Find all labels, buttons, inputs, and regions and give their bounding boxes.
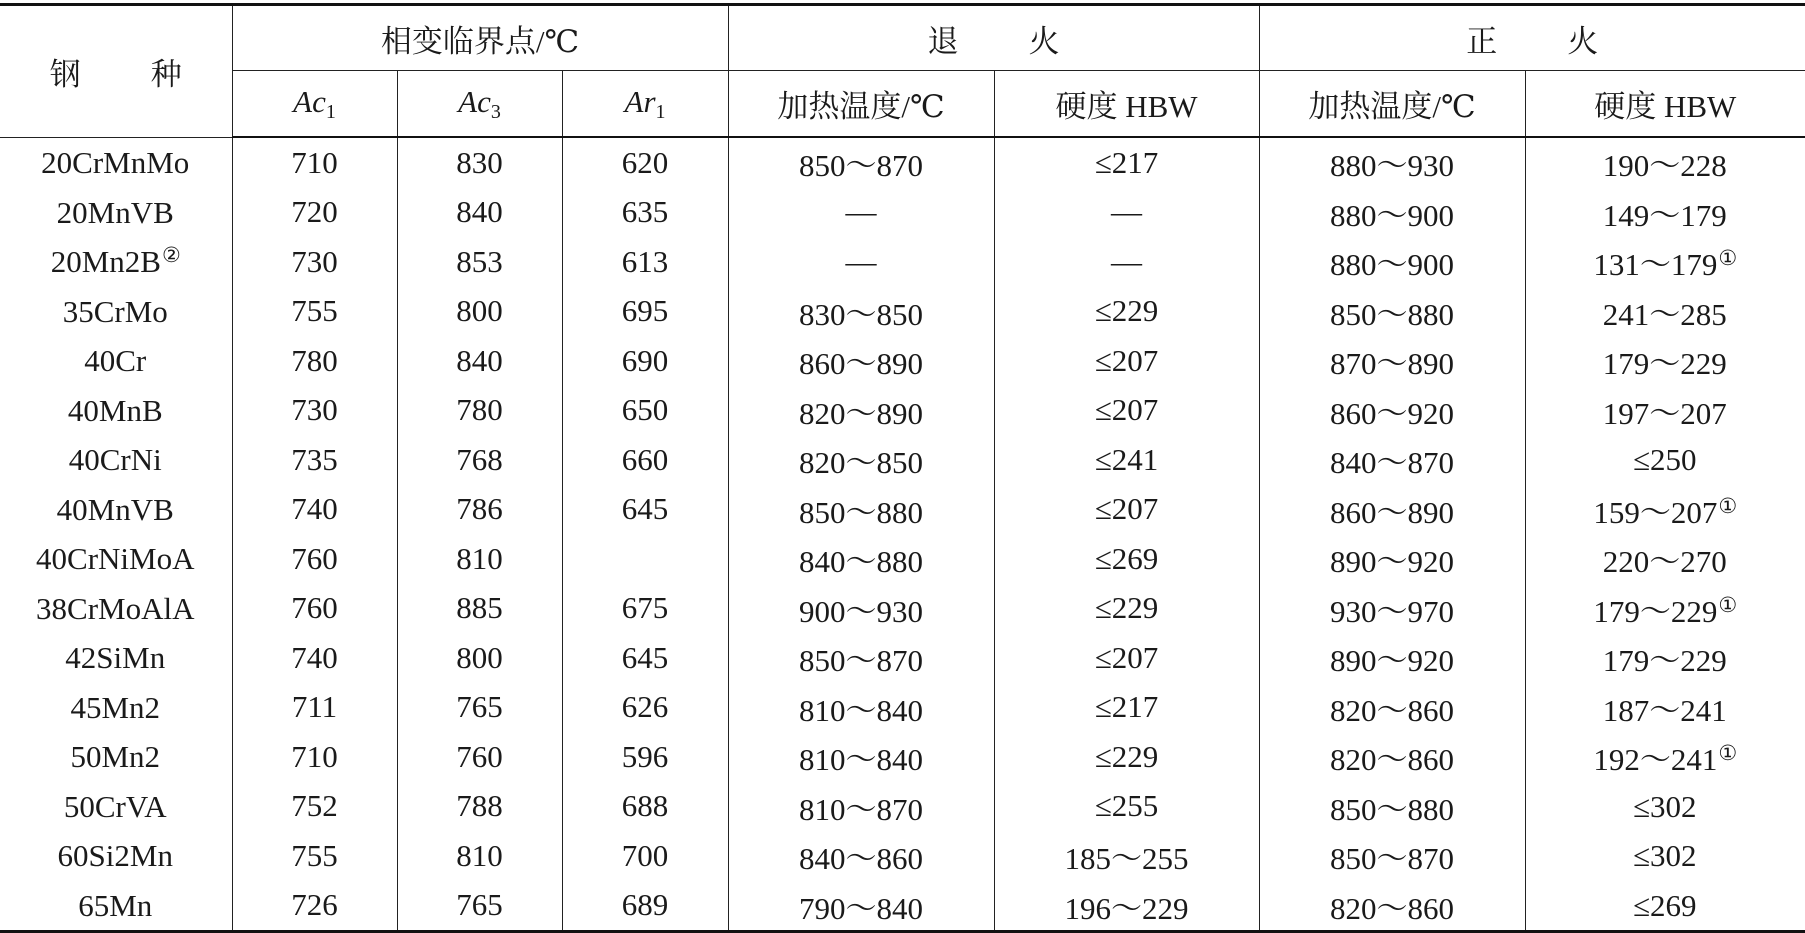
cell-ac1: [232, 237, 397, 287]
cell-anneal-temp-value: 850～870: [799, 643, 924, 679]
table-row: [0, 336, 1805, 386]
cell-anneal-hardness: [994, 188, 1259, 238]
cell-norm-hardness: [1525, 137, 1805, 188]
cell-steel-grade: [0, 485, 232, 535]
cell-ac3: [397, 732, 562, 782]
cell-anneal-temp-value: 850～870: [799, 148, 924, 184]
header-ar1: $Ar_1$: [562, 71, 728, 138]
cell-steel-grade: [0, 137, 232, 188]
cell-norm-hardness-value: 190～228: [1602, 148, 1727, 184]
cell-ar1: [562, 188, 728, 238]
cell-ac3: [397, 237, 562, 287]
cell-ac3: [397, 188, 562, 238]
table-row: [0, 386, 1805, 436]
cell-norm-temp: [1259, 782, 1525, 832]
cell-ac3-value: 840: [456, 342, 503, 378]
cell-norm-hardness: [1525, 732, 1805, 782]
cell-ac3-value: 885: [456, 590, 503, 626]
cell-anneal-temp: [728, 633, 994, 683]
cell-anneal-temp: [728, 534, 994, 584]
cell-ac1-value: 752: [291, 788, 338, 824]
cell-anneal-temp-value: 820～850: [799, 445, 924, 481]
cell-anneal-temp: [728, 782, 994, 832]
cell-norm-temp-value: 860～920: [1330, 395, 1455, 431]
cell-norm-hardness: [1525, 633, 1805, 683]
cell-anneal-temp: [728, 336, 994, 386]
table-row: [0, 683, 1805, 733]
cell-norm-hardness-value: ≤250: [1633, 442, 1697, 478]
footnote-marker: ①: [1718, 741, 1738, 766]
table-row: [0, 137, 1805, 188]
cell-ac1-value: 760: [291, 590, 338, 626]
cell-norm-temp: [1259, 633, 1525, 683]
cell-anneal-temp: [728, 287, 994, 337]
cell-steel-grade: [0, 188, 232, 238]
header-ac1: $Ac_1$: [232, 71, 397, 138]
cell-anneal-hardness: [994, 584, 1259, 634]
cell-ac1: [232, 831, 397, 881]
cell-ar1: [562, 386, 728, 436]
cell-anneal-hardness-value: ≤255: [1094, 788, 1159, 824]
cell-anneal-hardness-value: ≤207: [1094, 342, 1159, 378]
table-row: [0, 732, 1805, 782]
cell-norm-temp-value: 870～890: [1330, 346, 1455, 382]
cell-ac3-value: 810: [456, 837, 503, 873]
cell-anneal-hardness: [994, 732, 1259, 782]
cell-ar1: [562, 881, 728, 932]
table-row: [0, 237, 1805, 287]
cell-norm-temp-value: 850～880: [1330, 791, 1455, 827]
cell-anneal-hardness-value: ≤207: [1094, 392, 1159, 428]
cell-steel-grade-value: 50Mn2: [70, 739, 161, 775]
cell-ac3-value: 765: [456, 887, 503, 923]
cell-norm-temp: [1259, 584, 1525, 634]
cell-anneal-hardness-value: ≤207: [1094, 639, 1159, 675]
cell-ar1: [562, 336, 728, 386]
cell-anneal-temp-value: 820～890: [799, 395, 924, 431]
cell-steel-grade-value: 45Mn2: [70, 689, 161, 725]
cell-norm-temp: [1259, 336, 1525, 386]
cell-anneal-temp-value: 810～840: [799, 742, 924, 778]
table-row: [0, 633, 1805, 683]
header-annealing: 退 火: [728, 5, 1259, 71]
cell-steel-grade: [0, 237, 232, 287]
cell-steel-grade-value: 35CrMo: [62, 293, 168, 329]
table-body: [0, 137, 1805, 932]
cell-ar1-value: 689: [621, 887, 669, 923]
cell-norm-hardness: [1525, 485, 1805, 535]
cell-anneal-temp: [728, 683, 994, 733]
cell-steel-grade: [0, 683, 232, 733]
cell-ac3: [397, 683, 562, 733]
cell-norm-temp-value: 890～920: [1330, 643, 1455, 679]
table-row: [0, 881, 1805, 932]
cell-steel-grade-value: 38CrMoAlA: [36, 590, 195, 626]
cell-anneal-temp-value: 840～860: [799, 841, 924, 877]
cell-steel-grade-value: 20Mn2B: [50, 244, 161, 280]
cell-ar1-value: 635: [621, 194, 669, 230]
cell-steel-grade-value: 65Mn: [78, 887, 153, 923]
table-row: [0, 831, 1805, 881]
cell-ar1-value: 626: [621, 689, 669, 725]
cell-anneal-temp: [728, 386, 994, 436]
cell-norm-hardness: [1525, 336, 1805, 386]
cell-anneal-hardness: [994, 782, 1259, 832]
cell-ac3-value: 768: [456, 441, 503, 477]
cell-norm-temp: [1259, 831, 1525, 881]
cell-anneal-temp: [728, 831, 994, 881]
cell-anneal-temp-value: 810～840: [799, 692, 924, 728]
cell-anneal-temp-value: 860～890: [799, 346, 924, 382]
cell-norm-temp-value: 820～860: [1330, 890, 1455, 926]
footnote-marker: ①: [1718, 493, 1738, 518]
cell-anneal-temp: [728, 435, 994, 485]
header-normalizing: 正 火: [1259, 5, 1805, 71]
header-row-1: [0, 5, 1805, 71]
cell-norm-hardness-value: 187～241: [1602, 692, 1727, 728]
cell-steel-grade-value: 40CrNiMoA: [36, 541, 195, 577]
cell-ac3: [397, 485, 562, 535]
cell-anneal-temp-value: 810～870: [799, 791, 924, 827]
cell-ac3-value: 830: [456, 144, 503, 180]
cell-ar1: [562, 782, 728, 832]
header-norm-temp: 加热温度/℃: [1259, 71, 1525, 138]
cell-anneal-temp-value: —: [845, 243, 877, 279]
cell-ac1-value: 760: [291, 540, 338, 576]
cell-ar1-value: 596: [621, 738, 669, 774]
cell-norm-hardness: [1525, 881, 1805, 932]
cell-anneal-hardness: [994, 683, 1259, 733]
cell-ac1-value: 720: [291, 194, 338, 230]
cell-steel-grade: [0, 287, 232, 337]
cell-anneal-hardness: [994, 287, 1259, 337]
cell-norm-hardness: [1525, 782, 1805, 832]
cell-ac1: [232, 881, 397, 932]
cell-norm-temp-value: 840～870: [1330, 445, 1455, 481]
heat-treatment-table: [0, 3, 1805, 933]
cell-ac3: [397, 831, 562, 881]
cell-ar1-value: 700: [621, 837, 669, 873]
cell-norm-temp-value: 880～900: [1330, 197, 1455, 233]
cell-norm-temp-value: 850～880: [1330, 296, 1455, 332]
cell-ac1-value: 755: [291, 837, 338, 873]
cell-ac1: [232, 534, 397, 584]
cell-ar1: [562, 485, 728, 535]
cell-anneal-hardness-value: —: [1111, 243, 1143, 279]
cell-norm-temp-value: 890～920: [1330, 544, 1455, 580]
cell-ac1-value: 726: [291, 887, 338, 923]
cell-norm-temp: [1259, 435, 1525, 485]
cell-norm-temp-value: 820～860: [1330, 742, 1455, 778]
cell-ac3: [397, 534, 562, 584]
cell-ac3-value: 765: [456, 689, 503, 725]
cell-steel-grade-value: 20MnVB: [56, 194, 174, 230]
cell-ar1: [562, 633, 728, 683]
cell-norm-hardness: [1525, 237, 1805, 287]
cell-ar1: [562, 584, 728, 634]
cell-anneal-hardness-value: ≤207: [1094, 491, 1159, 527]
cell-steel-grade: [0, 782, 232, 832]
cell-anneal-hardness-value: ≤229: [1094, 738, 1159, 774]
cell-norm-hardness: [1525, 584, 1805, 634]
cell-norm-temp: [1259, 534, 1525, 584]
cell-anneal-temp-value: 840～880: [799, 544, 924, 580]
cell-ar1-value: 645: [621, 639, 669, 675]
header-anneal-hardness: 硬度 HBW: [994, 71, 1259, 138]
cell-anneal-hardness: [994, 831, 1259, 881]
cell-ac3-value: 760: [456, 738, 503, 774]
cell-ac3: [397, 782, 562, 832]
cell-norm-temp: [1259, 732, 1525, 782]
cell-norm-temp: [1259, 287, 1525, 337]
table-row: [0, 782, 1805, 832]
cell-ar1: [562, 534, 728, 584]
cell-ac3: [397, 386, 562, 436]
cell-norm-hardness: [1525, 683, 1805, 733]
cell-anneal-temp-value: 850～880: [799, 494, 924, 530]
cell-ar1: [562, 831, 728, 881]
cell-anneal-temp-value: 790～840: [799, 890, 924, 926]
cell-anneal-temp: [728, 237, 994, 287]
table-row: [0, 584, 1805, 634]
cell-norm-temp-value: 820～860: [1330, 692, 1455, 728]
cell-anneal-hardness: [994, 534, 1259, 584]
table-row: [0, 188, 1805, 238]
cell-steel-grade: [0, 435, 232, 485]
cell-norm-hardness-value: 179～229: [1602, 643, 1727, 679]
cell-norm-temp-value: 880～930: [1330, 148, 1455, 184]
cell-ac3: [397, 287, 562, 337]
cell-ac1: [232, 782, 397, 832]
cell-anneal-hardness-value: ≤229: [1094, 293, 1159, 329]
cell-ac1: [232, 287, 397, 337]
cell-anneal-temp: [728, 881, 994, 932]
cell-steel-grade-value: 40MnVB: [56, 491, 174, 527]
cell-anneal-hardness-value: 185～255: [1064, 841, 1189, 877]
cell-steel-grade-value: 60Si2Mn: [57, 838, 173, 874]
cell-norm-temp-value: 860～890: [1330, 494, 1455, 530]
cell-ac1: [232, 485, 397, 535]
cell-norm-temp: [1259, 683, 1525, 733]
header-row-2: [0, 71, 1805, 138]
cell-steel-grade: [0, 584, 232, 634]
cell-norm-hardness-value: 179～229: [1593, 593, 1718, 629]
cell-ac3: [397, 881, 562, 932]
cell-steel-grade: [0, 831, 232, 881]
cell-ar1: [562, 287, 728, 337]
table-row: [0, 435, 1805, 485]
cell-ac1: [232, 137, 397, 188]
cell-ar1-value: 690: [621, 342, 669, 378]
cell-anneal-temp: [728, 137, 994, 188]
cell-ac3-value: 780: [456, 392, 503, 428]
cell-ac1-value: 740: [291, 491, 338, 527]
cell-norm-temp-value: 850～870: [1330, 841, 1455, 877]
cell-ar1-value: 620: [621, 144, 669, 180]
cell-ac1: [232, 584, 397, 634]
cell-steel-grade-value: 40MnB: [67, 392, 163, 428]
cell-anneal-hardness-value: ≤217: [1094, 144, 1159, 180]
cell-steel-grade: [0, 732, 232, 782]
cell-ar1-value: 650: [621, 392, 669, 428]
cell-norm-hardness: [1525, 287, 1805, 337]
cell-ac1: [232, 732, 397, 782]
cell-norm-hardness-value: ≤302: [1633, 788, 1697, 824]
cell-norm-hardness: [1525, 386, 1805, 436]
cell-ac1-value: 730: [291, 392, 338, 428]
cell-norm-hardness-value: 149～179: [1602, 197, 1727, 233]
cell-norm-hardness-value: 192～241: [1593, 742, 1718, 778]
cell-ac1: [232, 386, 397, 436]
cell-ac3-value: 853: [456, 243, 503, 279]
cell-ac1-value: 710: [291, 738, 338, 774]
cell-norm-hardness: [1525, 435, 1805, 485]
cell-anneal-hardness: [994, 237, 1259, 287]
header-critical-points: 相变临界点/℃: [232, 5, 728, 71]
cell-anneal-temp: [728, 485, 994, 535]
header-anneal-temp: 加热温度/℃: [728, 71, 994, 138]
cell-ac3-value: 800: [456, 293, 503, 329]
cell-norm-hardness-value: 220～270: [1602, 544, 1727, 580]
header-ac3: $Ac_3$: [397, 71, 562, 138]
table-row: [0, 287, 1805, 337]
cell-ar1-value: 660: [621, 441, 669, 477]
cell-norm-temp: [1259, 237, 1525, 287]
footnote-marker: ①: [1718, 246, 1738, 271]
cell-steel-grade: [0, 386, 232, 436]
cell-ar1-value: 675: [621, 590, 669, 626]
cell-steel-grade: [0, 633, 232, 683]
cell-norm-hardness: [1525, 188, 1805, 238]
cell-norm-temp: [1259, 188, 1525, 238]
cell-anneal-temp-value: —: [845, 194, 877, 230]
cell-ac1-value: 710: [291, 144, 338, 180]
cell-anneal-temp: [728, 188, 994, 238]
cell-steel-grade: [0, 534, 232, 584]
cell-ar1-value: 695: [621, 293, 669, 329]
cell-norm-hardness-value: ≤302: [1633, 838, 1697, 874]
cell-ac3: [397, 435, 562, 485]
cell-anneal-hardness-value: —: [1111, 194, 1143, 230]
cell-ac3: [397, 137, 562, 188]
header-norm-hardness: 硬度 HBW: [1525, 71, 1805, 138]
cell-ar1-value: 688: [621, 788, 669, 824]
cell-ac1-value: 730: [291, 243, 338, 279]
cell-ac1-value: 755: [291, 293, 338, 329]
cell-anneal-hardness: [994, 485, 1259, 535]
cell-norm-temp: [1259, 485, 1525, 535]
table-row: [0, 485, 1805, 535]
cell-norm-hardness-value: 131～179: [1593, 247, 1718, 283]
cell-ar1: [562, 237, 728, 287]
cell-anneal-temp-value: 900～930: [799, 593, 924, 629]
cell-anneal-hardness: [994, 336, 1259, 386]
cell-steel-grade-value: 20CrMnMo: [41, 145, 190, 180]
table-header: [0, 5, 1805, 138]
cell-anneal-hardness-value: ≤241: [1094, 441, 1159, 477]
cell-norm-hardness-value: 159～207: [1593, 494, 1718, 530]
cell-ac3: [397, 584, 562, 634]
cell-norm-hardness-value: 197～207: [1602, 395, 1727, 431]
cell-norm-hardness-value: ≤269: [1633, 887, 1697, 923]
cell-ac3-value: 788: [456, 788, 503, 824]
cell-anneal-hardness: [994, 881, 1259, 932]
cell-ac1: [232, 633, 397, 683]
cell-norm-temp-value: 930～970: [1330, 593, 1455, 629]
cell-steel-grade-value: 40CrNi: [68, 442, 162, 478]
cell-anneal-hardness-value: 196～229: [1064, 890, 1189, 926]
cell-ar1-value: 613: [621, 243, 669, 279]
cell-ac3: [397, 633, 562, 683]
cell-ar1: [562, 435, 728, 485]
cell-ac3-value: 840: [456, 194, 503, 230]
cell-ac3-value: 786: [456, 491, 503, 527]
footnote-marker: ①: [1718, 592, 1738, 617]
cell-anneal-hardness-value: ≤269: [1094, 540, 1159, 576]
cell-ac1-value: 740: [291, 639, 338, 675]
cell-anneal-hardness: [994, 435, 1259, 485]
cell-anneal-hardness-value: ≤229: [1094, 590, 1159, 626]
cell-ac1-value: 780: [291, 342, 338, 378]
cell-anneal-temp: [728, 584, 994, 634]
cell-ac3-value: 800: [456, 639, 503, 675]
cell-norm-hardness: [1525, 831, 1805, 881]
cell-steel-grade-value: 42SiMn: [65, 640, 166, 676]
cell-steel-grade-value: 50CrVA: [63, 788, 167, 824]
cell-norm-temp: [1259, 137, 1525, 188]
footnote-marker: ②: [161, 243, 181, 268]
cell-steel-grade: [0, 881, 232, 932]
header-steel-grade: 钢 种: [0, 5, 232, 138]
cell-anneal-temp: [728, 732, 994, 782]
cell-norm-hardness: [1525, 534, 1805, 584]
cell-norm-temp-value: 880～900: [1330, 247, 1455, 283]
cell-ac1-value: 735: [291, 441, 338, 477]
cell-ac3: [397, 336, 562, 386]
cell-ar1-value: 645: [621, 491, 669, 527]
cell-steel-grade-value: 40Cr: [84, 343, 147, 379]
cell-ac1: [232, 336, 397, 386]
cell-ac1: [232, 435, 397, 485]
cell-ac1: [232, 683, 397, 733]
cell-anneal-temp-value: 830～850: [799, 296, 924, 332]
cell-anneal-hardness: [994, 386, 1259, 436]
cell-anneal-hardness-value: ≤217: [1094, 689, 1159, 725]
cell-norm-temp: [1259, 881, 1525, 932]
cell-ar1: [562, 137, 728, 188]
cell-ar1: [562, 732, 728, 782]
cell-ac1: [232, 188, 397, 238]
cell-steel-grade: [0, 336, 232, 386]
table-row: [0, 534, 1805, 584]
cell-norm-hardness-value: 241～285: [1602, 296, 1727, 332]
cell-anneal-hardness: [994, 633, 1259, 683]
cell-anneal-hardness: [994, 137, 1259, 188]
cell-ar1: [562, 683, 728, 733]
cell-ac1-value: 711: [291, 689, 338, 725]
cell-norm-temp: [1259, 386, 1525, 436]
cell-norm-hardness-value: 179～229: [1602, 346, 1727, 382]
cell-ac3-value: 810: [456, 540, 503, 576]
